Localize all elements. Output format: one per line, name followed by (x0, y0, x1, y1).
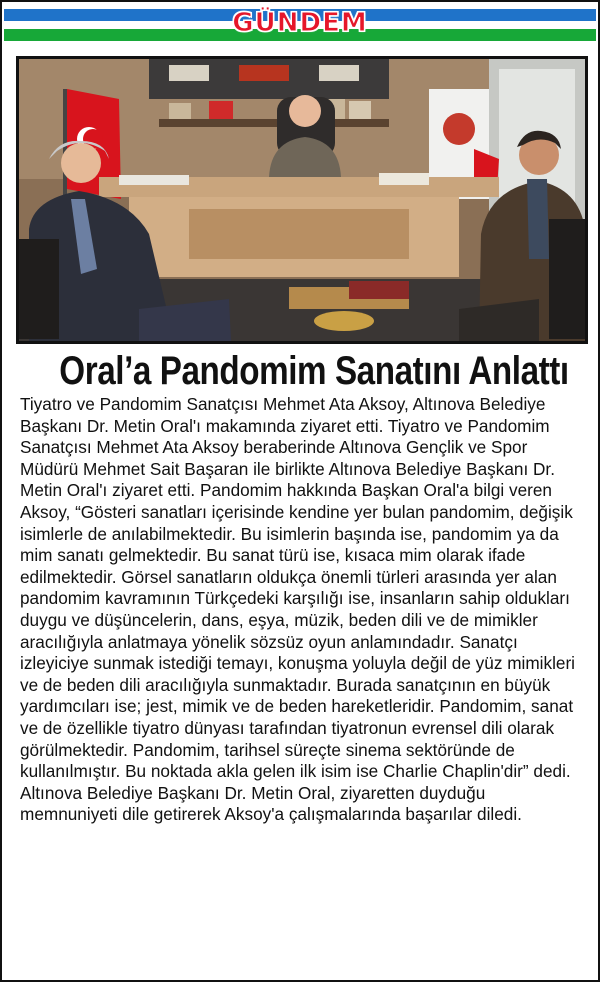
article-photo (16, 56, 588, 344)
section-header-bar (4, 5, 596, 43)
office-meeting-photo (19, 59, 585, 341)
article-headline: Oral’a Pandomim Sanatını Anlattı (59, 349, 569, 393)
section-label: GÜNDEM (232, 8, 368, 38)
article-body: Tiyatro ve Pandomim Sanatçısı Mehmet Ata Aksoy, Altınova Belediye Başkanı Dr. Metin Oral'ı makamında ziyaret etti. Tiyatro ve Pandomim Sanatçısı Mehmet Ata Aksoy beraberinde Altınova Gençlik ve Spor Müdürü Mehmet Sait Başaran ile birlikte Altınova Belediye Başkanı Dr. Metin Oral'ı ziyaret etti. Pandomim hakkında Başkan Oral'a bilgi veren Aksoy, “Gösteri sanatları içerisinde kendine yer bulan pandomim, değişik isimlerle de anılabilmektedir. Bu isimlerin başında ise, pandomim ya da mim sanatı gelmektedir. Bu sanat türü ise, kısaca mim olarak ifade edilmektedir. Görsel sanatların oldukça önemli türleri arasında yer alan pandomim kavramının Türkçedeki karşılığı ise, insanların sahip oldukları duygu ve düşüncelerin, dans, eşya, müzik, beden dili ve de mimikler aracılığıyla anlatmaya yönelik sözsüz oyun anlamındadır. Sanatçı izleyiciye sunmak istediği temayı, konuşma yoluyla değil de yüz mimikleri ve de beden dili aracılığıyla sunmaktadır. Burada sanatçının en büyük yardımcıları ise; jest, mimik ve de beden hareketleridir. Pandomim, sanat ve de özellikle tiyatro dünyası tarafından tiyatronun evrensel dili olarak görülmektedir. Pandomim, tarihsel süreçte sinema sektöründe de kullanılmıştır. Bu noktada akla gelen ilk isim ise Charlie Chaplin'dir” dedi. Altınova Belediye Başkanı Dr. Metin Oral, ziyaretten duyduğu memnuniyeti dile getirerek Aksoy'a çalışmalarında başarılar diledi. (20, 394, 575, 825)
